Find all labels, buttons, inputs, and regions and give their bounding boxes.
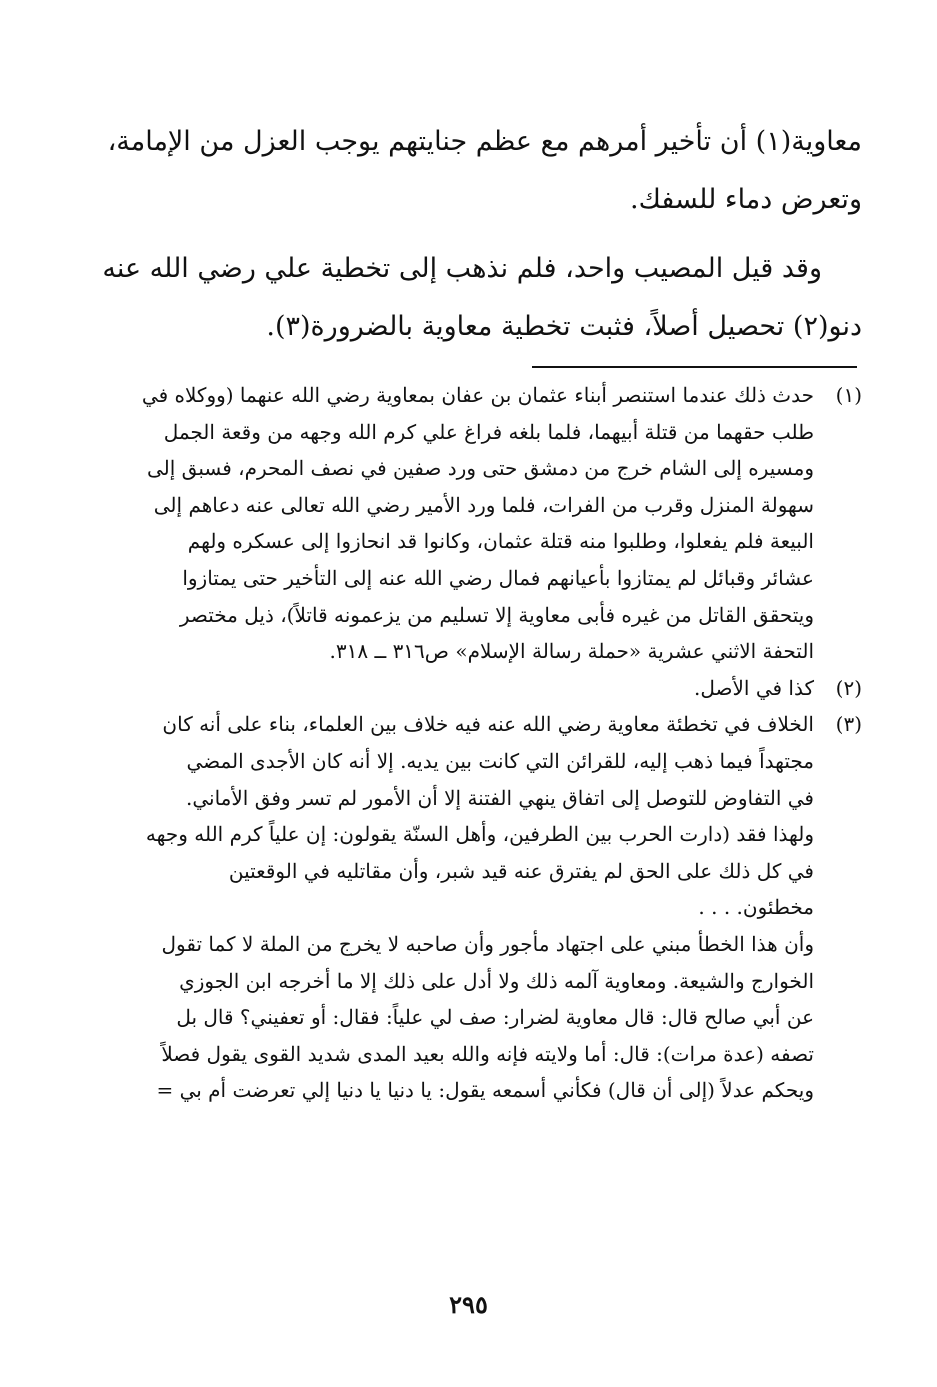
footnote-3-continuation-1 — [72, 816, 862, 926]
footnote-1-line: طلب حقهما من قتلة أبيهما، فلما بلغه فراغ علي كرم الله وجهه من وقعة الجمل — [163, 419, 814, 444]
footnote-1-line: ويتحقق القاتل من غيره فأبى معاوية إلا تسليم من يزعمونه قاتلاً)، ذيل مختصر — [179, 602, 814, 627]
footnote-1-line: سهولة المنزل وقرب من الفرات، فلما ورد الأمير رضي الله تعالى عنه دعاهم إلى — [153, 492, 814, 517]
footnote-1-number: (١) — [835, 383, 862, 407]
footnote-1 — [72, 377, 862, 670]
main-paragraph-2-line-2: دنو(٢) تحصيل أصلاً، فثبت تخطية معاوية بالضرورة(٣). — [266, 311, 862, 342]
footnote-3-line: الخلاف في تخطئة معاوية رضي الله عنه فيه خلاف بين العلماء، بناء على أنه كان — [162, 712, 814, 737]
footnote-3-line: مجتهداً فيما ذهب إليه، للقرائن التي كانت بين يديه. إلا أنه كان الأجدى المضي — [186, 748, 814, 773]
footnote-3-line: ويحكم عدلاً (إلى أن قال) فكأني أسمعه يقول: يا دنيا يا دنيا إلي تعرضت أم بي = — [156, 1078, 814, 1103]
footnote-3-line: عن أبي صالح قال: قال معاوية لضرار: صف لي علياً: فقال: أو تعفيني؟ قال بل — [176, 1005, 814, 1030]
footnote-3-line: مخطئون. . . . — [698, 895, 814, 920]
footnote-3-line: ولهذا فقد (دارت الحرب بين الطرفين، وأهل السنّة يقولون: إن علياً كرم الله وجهه — [145, 822, 814, 847]
footnote-1-body — [72, 377, 814, 670]
footnote-3-line: في التفاوض للتوصل إلى اتفاق ينهي الفتنة إلا أن الأمور لم تسر وفق الأماني. — [185, 785, 814, 810]
footnote-3-line: وأن هذا الخطأ مبني على اجتهاد مأجور وأن صاحبه لا يخرج من الملة لا كما تقول — [161, 931, 814, 956]
footnote-3-continuation-2 — [72, 926, 862, 1109]
footnote-3-number: (٣) — [835, 712, 862, 737]
footnote-3-line: في كل ذلك على الحق لم يفترق عنه قيد شبر، وأن مقاتليه في الوقعتين — [228, 858, 814, 883]
main-paragraph-2 — [72, 240, 862, 356]
main-paragraph-1-line-2: وتعرض دماء للسفك. — [630, 184, 862, 215]
footnote-2-number: (٢) — [835, 675, 862, 700]
footnote-1-line: حدث ذلك عندما استنصر أبناء عثمان بن عفان بمعاوية رضي الله عنهما (ووكلاه في — [141, 383, 814, 407]
footnote-3-body — [72, 706, 814, 816]
footnote-1-line: البيعة فلم يفعلوا، وطلبوا منه قتلة عثمان، وكانوا قد انحازوا إلى عسكره ولهم — [187, 529, 814, 554]
footnote-1-line: التحفة الاثني عشرية «حملة رسالة الإسلام» ص٣١٦ ــ ٣١٨. — [329, 639, 814, 664]
main-paragraph-1-line-1: معاوية(١) أن تأخير أمرهم مع عظم جنايتهم يوجب العزل من الإمامة، — [107, 126, 862, 157]
page-number: ٢٩٥ — [449, 1290, 488, 1319]
footnotes — [72, 377, 862, 1109]
footnote-3-line: الخوارج والشيعة. ومعاوية آلمه ذلك ولا أدل على ذلك إلا ما أخرجه ابن الجوزي — [179, 968, 814, 993]
footnote-2-body — [72, 670, 814, 707]
footnote-2-line: كذا في الأصل. — [694, 675, 814, 700]
footnote-3 — [72, 706, 862, 816]
main-paragraph-2-line-1: وقد قيل المصيب واحد، فلم نذهب إلى تخطية علي رضي الله عنه — [102, 253, 822, 284]
footnote-1-line: ومسيره إلى الشام خرج من دمشق حتى ورد صفين في نصف المحرم، فسبق إلى — [146, 456, 814, 481]
footnote-2 — [72, 670, 862, 707]
main-paragraph-1 — [72, 113, 862, 229]
footnote-3-line: تصفه (عدة مرات): قال: أما ولايته فإنه والله بعيد المدى شديد القوى يقول فصلاً — [161, 1041, 814, 1066]
footnote-divider — [532, 366, 857, 368]
footnote-1-line: عشائر وقبائل لم يمتازوا بأعيانهم فمال رضي الله عنه إلى التأخير حتى يمتازوا — [182, 565, 814, 590]
